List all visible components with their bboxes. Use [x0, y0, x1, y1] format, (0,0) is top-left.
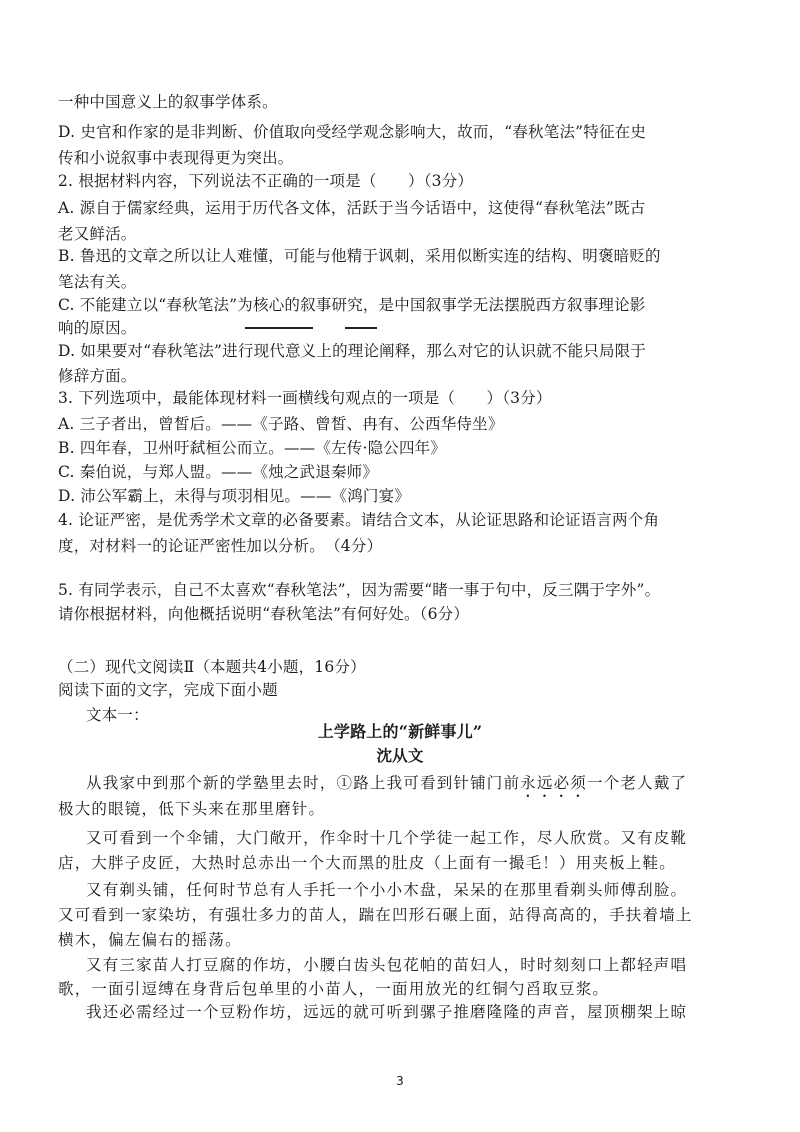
paragraph-line: 又可看到一家染坊，有强壮多力的苗人，踹在凹形石碾上面，站得高高的，手扶着墙上: [58, 906, 693, 924]
option-a-line: A. 源自于儒家经典，运用于历代各文体，活跃于当今话语中，这使得“春秋笔法”既古: [58, 199, 646, 217]
paragraph-line: 歌，一面引逗缚在身背后包单里的小苗人，一面用放光的红铜勺舀取豆浆。: [58, 980, 610, 998]
text1-label: 文本一：: [86, 706, 149, 724]
option-b-line: B. 四年春，卫州吁弑桓公而立。——《左传·隐公四年》: [58, 439, 447, 457]
text-line: 请你根据材料，向他概括说明“春秋笔法”有何好处。（6分）: [58, 605, 470, 623]
paragraph-line: [86, 773, 687, 801]
article-author: 沈从文: [376, 746, 424, 765]
paragraph-line: 我还必需经过一个豆粉作坊，远远的就可听到骡子推磨隆隆的声音，屋顶棚架上晾: [86, 1003, 688, 1021]
question-2: 2. 根据材料内容，下列说法不正确的一项是（ ）（3分）: [58, 172, 474, 190]
article-title: 上学路上的“新鲜事儿”: [317, 722, 483, 741]
paragraph-line: 又有三家苗人打豆腐的作坊，小腰白齿头包花帕的苗妇人，时时刻刻口上都轻声唱: [86, 956, 688, 974]
emphasized-text: 永远必须: [520, 774, 588, 792]
section-heading: （二）现代文阅读Ⅱ（本题共4小题，16分）: [58, 658, 366, 676]
paragraph-line: 横木，偏左偏右的摇荡。: [58, 931, 242, 949]
paragraph-line: 又有剃头铺，任何时节总有人手托一个小小木盘，呆呆的在那里看剃头师傅刮脸。: [86, 881, 688, 899]
page-number: 3: [396, 1074, 404, 1088]
paragraph-line: 店，大胖子皮匠，大热时总赤出一个大而黑的肚皮（上面有一撮毛！）用夹板上鞋。: [58, 854, 676, 872]
question-4: 4. 论证严密，是优秀学术文章的必备要素。请结合文本，从论证思路和论证语言两个角: [58, 511, 660, 529]
option-d-line: D. 史官和作家的是非判断、价值取向受经学观念影响大，故而，“春秋笔法”特征在史: [58, 123, 647, 141]
option-d-line: D. 如果要对“春秋笔法”进行现代意义上的理论阐释，那么对它的认识就不能只局限于: [58, 342, 647, 360]
option-c-line: C. 不能建立以“春秋笔法”为核心的叙事研究，是中国叙事学无法摆脱西方叙事理论影: [58, 296, 646, 314]
text-line: 响的原因。: [58, 319, 137, 337]
option-d-line: D. 沛公军霸上，未得与项羽相见。——《鸿门宴》: [58, 487, 411, 505]
question-5: 5. 有同学表示，自己不太喜欢“春秋笔法”，因为需要“睹一事于句中，反三隅于字外”。: [58, 581, 661, 599]
text-line: 笔法有关。: [58, 273, 137, 291]
paragraph-line: 又可看到一个伞铺，大门敞开，作伞时十几个学徒一起工作，尽人欣赏。又有皮靴: [86, 829, 688, 847]
reading-instruction: 阅读下面的文字，完成下面小题: [58, 681, 278, 699]
paragraph-text: 从我家中到那个新的学塾里去时，①路上我可看到针铺门前: [86, 774, 521, 792]
option-b-line: B. 鲁迅的文章之所以让人难懂，可能与他精于讽刺，采用似断实连的结构、明褒暗贬的: [58, 247, 661, 265]
text-line: 一种中国意义上的叙事学体系。: [58, 93, 278, 111]
text-line: 老又鲜活。: [58, 225, 137, 243]
paragraph-text: 一个老人戴了: [587, 774, 688, 792]
text-line: 修辞方面。: [58, 367, 137, 385]
option-c-line: C. 秦伯说，与郑人盟。——《烛之武退秦师》: [58, 463, 379, 481]
option-a-line: A. 三子者出，曾皙后。——《子路、曾皙、冉有、公西华侍坐》: [58, 415, 504, 433]
text-line: 传和小说叙事中表现得更为突出。: [58, 149, 294, 167]
question-3: 3. 下列选项中，最能体现材料一画横线句观点的一项是（ ）（3分）: [58, 389, 552, 407]
text-line: 度，对材料一的论证严密性加以分析。 （4分）: [58, 537, 383, 555]
paragraph-line: 极大的眼镜，低下头来在那里磨针。: [58, 800, 326, 818]
scan-mark: [245, 327, 313, 329]
scan-mark: [345, 327, 377, 329]
